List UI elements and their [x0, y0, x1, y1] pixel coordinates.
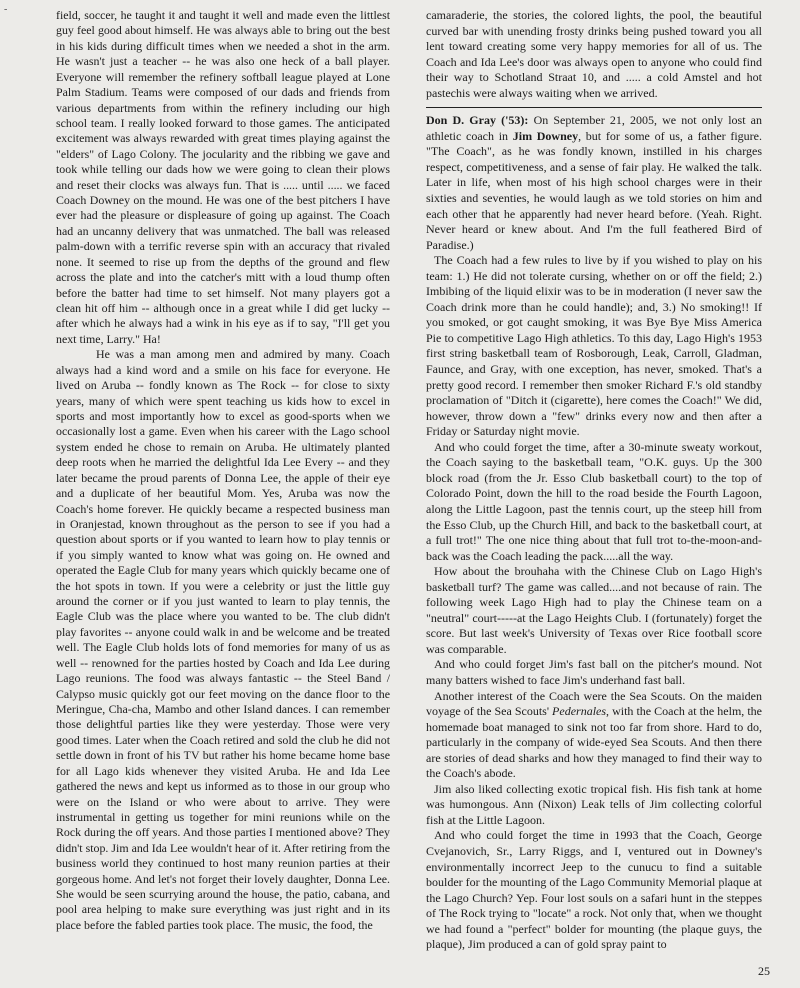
left-column — [56, 8, 390, 933]
author-name: Don D. Gray ('53): — [426, 113, 529, 128]
right-paragraph-7 — [426, 689, 762, 782]
right-paragraph-6: And who could forget Jim's fast ball on the pitcher's mound. Not many batters wished to face Jim's underhand fast ball. — [426, 657, 762, 687]
left-paragraph-1: field, soccer, he taught it and taught it well and made even the littlest guy feel good about himself. He was always able to bring out the best in his kids during difficult times when we needed a shot in the arm. He wasn't just a teacher -- he was also one heck of a ball player. Everyone will remember the refinery softball league played at Lone Palm Stadium. Teams were composed of our dads and friends from various departments from within the refinery including our high school team. I really looked forward to those games. The anticipated excitement was always rewarded with great times playing against the "elders" of Lago Colony. The jocularity and the ribbing we gave and took while telling our dads how we were going to clean their plows and reset their clocks was always fun. That is ..... until ..... we faced Coach Downey on the mound. He was one of the best pitchers I have ever had the pleasure or displeasure of going up against. The Coach had an uncanny delivery that was unmatched. The ball was released palm-down with a terrific reverse spin with an accuracy that rivaled none. It seemed to rise up from the depths of the ground and flew across the plate and into the catcher's mitt with a loud thump often before the batter had time to set himself. Not many players got a clean hit off him -- although once in a great while I did get lucky -- after which he always had a wink in his eye as if to say, "I'll get you next time, Larry." Ha! — [56, 8, 390, 346]
coach-name: Jim Downey — [512, 128, 579, 143]
right-paragraph-5: How about the brouhaha with the Chinese Club on Lago High's basketball turf? The game was called....and not because of rain. The following week Lago High had to play the Chinese team on a "neutral" court-----at the Lago Heights Club. I (fortunately) forget the score. But last week's University of Texas over Rice football score was comparable. — [426, 564, 762, 656]
left-paragraph-2: He was a man among men and admired by many. Coach always had a kind word and a smile on his face for everyone. He lived on Aruba -- fondly known as The Rock -- for close to sixty years, many of which were spent teaching us kids how to excel in sports and most importantly how to excel as good-sports when we occasionally lost a game. Even when his career with the Lago school system ended he chose to remain on Aruba. He ultimately planted deep roots when he married the delightful Ida Lee Every -- and they later became the proud parents of Donna Lee, the apple of their eye and a duplicate of her beautiful Mom. Yes, Aruba was now the Coach's home forever. He quickly became a respected business man in Oranjestad, known throughout as the person to see if you had a question about sports or if you wanted to learn how to play tennis or if you simply wanted to know what was going on. He owned and operated the Eagle Club for many years which quickly became one of the hot spots in town. If you were a celebrity or just the little guy around the corner or if you just wanted to learn to play tennis, the Eagle Club was the place where you wanted to be. The club didn't play favorites -- anyone could walk in and be welcome and be treated well. The Eagle Club holds lots of fond memories for many of us as well -- renowned for the parties hosted by Coach and Ida Lee during Lago reunions. The food was always fantastic -- the Steel Band / Calypso music quickly got our feet moving on the dance floor to the Meringue, Cha-cha, Mambo and other Island dances. I can remember those delightful parties like they were yesterday. Those were very good times. Later when the Coach retired and sold the club he did not settle down in front of his TV but rather his home became home base for all Lago kids whenever they visited Aruba. He and Ida Lee gathered the news and kept us informed as to those in our group who were on the Island or who were about to arrive. They were instrumental in getting us together for mini reunions while on the Rock during the off years. And those parties I mentioned above? They didn't stop. Jim and Ida Lee wouldn't hear of it. After retiring from the business world they continued to host many reunion parties at their gorgeous home. And let's not forget their lovely daughter, Donna Lee. She would be seen scurrying around the house, the patio, cabana, and pool area helping to make sure everything was just right and in its place before the fabled parties took place. The music, the food, the — [56, 347, 390, 932]
corner-mark: - — [4, 4, 8, 15]
p7-text-a: Another interest of the Coach were the Sea Scouts. On the maiden voyage of the Sea Scouts' — [426, 688, 762, 719]
ship-name: Pedernales — [552, 704, 607, 719]
p2-text-b: , but for some of us, a father figure. "The Coach", as he was fondly known, instilled in his charges respect, competitiveness, and a sense of fair play. He walked the talk. Later in life, when most of his high school charges were in their sixties and seventies, he would laugh as we told stories on him and each other that he apparently had never heard before. (Yeah. Right. Never heard or knew about. And I'm the full feathered Bird of Paradise.) — [426, 128, 762, 252]
right-paragraph-3: The Coach had a few rules to live by if you wished to play on his team: 1.) He did not tolerate cursing, whether on or off the field; 2.) Imbibing of the liquid elixir was to be in moderation (I never saw the Coach drink more than he could handle); and, 3.) No smoking!! If you smoked, or got caught smoking, it was Bye Bye Miss America Pie to competitive Lago High athletics. To this day, Lago High's 1953 first string basketball team of Rosborough, Leak, Carroll, Gladman, Faunce, and Gray, with one exception, has never, smoked. That's a pretty good record. I remember then smoker Richard F.'s old standby proclamation of "Ditch it (cigarette), here comes the Coach!" We did, however, throw down a "few" drinks every now and then after a Friday or Saturday night movie. — [426, 253, 762, 439]
right-paragraph-1: camaraderie, the stories, the colored lights, the pool, the beautiful curved bar with unending frosty drinks being pushed toward you all lent toward creating some very happy memories for all of us. The Coach and Ida Lee's door was always open to anyone who could find their way to Schotland Straat 10, and ..... a cold Amstel and hot pastechis were always waiting when we arrived. — [426, 8, 762, 100]
p2-text-a: On September 21, 2005, we not only lost an athletic coach in — [426, 113, 762, 143]
right-paragraph-4: And who could forget the time, after a 30-minute sweaty workout, the Coach saying to the basketball team, "O.K. guys. Up the 300 block road (from the Jr. Esso Club basketball court) to the top of Colorado Point, down the hill to the road beside the Fourth Lagoon, along the Little Lagoon, past the tennis court, up the steep hill from the Esso Club, up the Church Hill, and back to the basketball court, at a full trot!" The one nice thing about that full trot to-the-moon-and-back was the Coach leading the pack.....all the way. — [426, 439, 762, 563]
right-paragraph-2 — [426, 113, 762, 253]
section-divider — [426, 107, 762, 108]
right-paragraph-8: Jim also liked collecting exotic tropical fish. His fish tank at home was humongous. Ann (Nixon) Leak tells of Jim collecting colorful fish at the Little Lagoon. — [426, 781, 762, 827]
p7-text-b: , with the Coach at the helm, the homemade boat managed to sink not too far from shore. Hard to do, particularly in the company of wide-eyed Sea Scouts. And then there are stories of dead sharks and how they managed to find their way to the Coach's abode. — [426, 704, 762, 781]
right-paragraph-9: And who could forget the time in 1993 that the Coach, George Cvejanovich, Sr., Larry Riggs, and I, ventured out in Downey's environmentally incorrect Jeep to the cunucu to find a suitable boulder for the mounting of the Lago Community Memorial plaque at the Lago Church? Yep. Four lost souls on a safari hunt in the steppes of The Rock trying to "locate" a rock. Not only that, when we thought we had found a "perfect" bolder for mounting (the plaque guys, the plaque), Jim produced a can of gold spray paint to — [426, 828, 762, 952]
page-number: 25 — [758, 964, 770, 978]
right-column — [426, 8, 762, 953]
